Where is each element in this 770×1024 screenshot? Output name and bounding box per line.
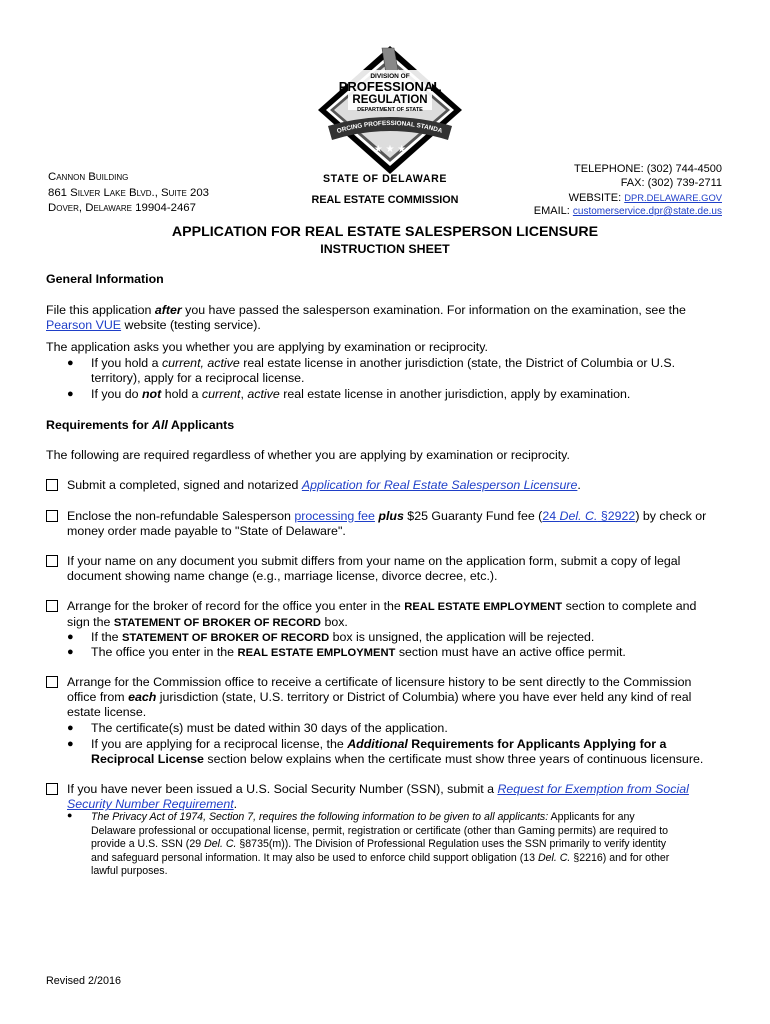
general-bullet-1: If you hold a current, active real estate license in another jurisdiction (state, the District of Columbia or U.S. territory), apply for a reciprocal license. (91, 356, 676, 386)
requirements-heading: Requirements for All Applicants (46, 418, 235, 432)
application-link[interactable]: Application for Real Estate Salesperson Licensure (301, 478, 578, 492)
dpr-logo (310, 40, 470, 180)
logo-line1: DIVISION OF (370, 73, 410, 80)
requirement-2: Enclose the non-refundable Salesperson processing fee plus $25 Guaranty Fund fee (24 Del. C. §2922) by check or money order made payable to "State of Delaware". (67, 509, 707, 539)
checkbox-certificate[interactable] (46, 676, 58, 688)
requirement-4-bullet-2: The office you enter in the REAL ESTATE EMPLOYMENT section must have an active office permit. (91, 645, 626, 659)
requirement-1: Submit a completed, signed and notarized Application for Real Estate Salesperson Licensure. (67, 478, 581, 492)
page-subtitle: INSTRUCTION SHEET (320, 242, 450, 256)
pearson-vue-link[interactable]: Pearson VUE (46, 318, 122, 333)
website-line: WEBSITE: DPR.DELAWARE.GOV (568, 191, 722, 204)
address-city: Dover, Delaware 19904-2467 (48, 202, 196, 215)
requirement-4: Arrange for the broker of record for the office you enter in the REAL ESTATE EMPLOYMENT section to complete and sign the STATEMENT OF BROKER OF RECORD box. (67, 599, 697, 630)
contact-block (534, 163, 722, 219)
bullet-icon: ● (67, 722, 74, 734)
fax: FAX: (302) 739-2711 (620, 176, 722, 189)
logo-line3: REGULATION (352, 94, 428, 106)
general-bullet-2: If you do not hold a current, active real estate license in another jurisdiction, apply by examination. (91, 387, 631, 401)
bullet-icon: ● (67, 631, 74, 643)
checkbox-name-change[interactable] (46, 555, 58, 567)
email-line: EMAIL: customerservice.dpr@state.de.us (533, 205, 722, 218)
bullet-icon: ● (67, 646, 74, 658)
address-street: 861 Silver Lake Blvd., Suite 203 (48, 186, 210, 199)
checkbox-ssn[interactable] (46, 783, 58, 795)
general-heading: General Information (46, 272, 164, 286)
processing-fee-link[interactable]: processing fee (294, 509, 375, 523)
requirement-6: If you have never been issued a U.S. Social Security Number (SSN), submit a Request for Exemption from Social Security Number Requirement. (67, 782, 689, 812)
revision-date: Revised 2/2016 (46, 975, 122, 987)
logo-line2: PROFESSIONAL (338, 79, 442, 94)
requirements-intro: The following are required regardless of whether you are applying by examination or reciprocity. (46, 448, 570, 462)
email-link[interactable]: customerservice.dpr@state.de.us (572, 206, 722, 218)
bullet-icon: ● (67, 388, 74, 400)
general-paragraph-2: The application asks you whether you are applying by examination or reciprocity. (46, 340, 488, 354)
bullet-icon: ● (67, 357, 74, 369)
page-title: APPLICATION FOR REAL ESTATE SALESPERSON LICENSURE (171, 224, 599, 240)
telephone: TELEPHONE: (302) 744-4500 (574, 163, 722, 175)
website-link[interactable]: DPR.DELAWARE.GOV (624, 191, 722, 203)
requirement-4-bullet-1: If the STATEMENT OF BROKER OF RECORD box is unsigned, the application will be rejected. (91, 630, 595, 644)
checkbox-broker[interactable] (46, 600, 58, 612)
requirement-5-bullet-1: The certificate(s) must be dated within 30 days of the application. (91, 721, 448, 735)
ssn-exemption-link[interactable]: Request for Exemption from Social Security Number Requirement (67, 782, 689, 812)
requirement-5-bullet-2: If you are applying for a reciprocal license, the Additional Requirements for Applicants Applying for a Reciprocal License section below explains when the certificate must show three years of continuous licensure. (91, 737, 704, 767)
commission-heading: REAL ESTATE COMMISSION (311, 194, 459, 206)
requirement-3: If your name on any document you submit differs from your name on the application form, submit a copy of legal document showing name change (e.g., marriage license, divorce decree, etc.). (67, 554, 681, 584)
checkbox-application[interactable] (46, 479, 58, 491)
bullet-icon: ● (67, 738, 74, 750)
checkbox-fee[interactable] (46, 510, 58, 522)
privacy-act-notice: The Privacy Act of 1974, Section 7, requires the following information to be given to all applicants: Applicants for any Delaware professional or occupational license, permit, registration or certificate (other than Gaming permits) are required to provide a U.S. SSN (29 Del. C. §8735(m)). The Division of Professional Regulation uses the SSN primarily to verify identity and safeguard personal information. It may also be used to enforce child support obligation (13 Del. C. §2216) and for other lawful purposes. (91, 811, 670, 878)
bullet-icon: ● (67, 810, 73, 820)
address-block (48, 170, 209, 217)
state-heading: STATE OF DELAWARE (323, 173, 447, 185)
logo-line4: DEPARTMENT OF STATE (357, 107, 423, 113)
address-building: Cannon Building (48, 171, 129, 183)
logo-stars: ★ ★ ★ (373, 144, 407, 155)
statute-2922-link[interactable]: 24 Del. C. §2922 (542, 509, 636, 523)
general-paragraph-1: File this application after you have passed the salesperson examination. For information on the examination, see the Pearson VUE website (testing service). (46, 303, 686, 333)
logo-banner: ORCING PROFESSIONAL STANDA (336, 119, 444, 136)
requirement-5: Arrange for the Commission office to receive a certificate of licensure history to be sent directly to the Commission office from each jurisdiction (state, U.S. territory or District of Columbia) where you have ever held any kind of real estate license. (67, 675, 692, 720)
